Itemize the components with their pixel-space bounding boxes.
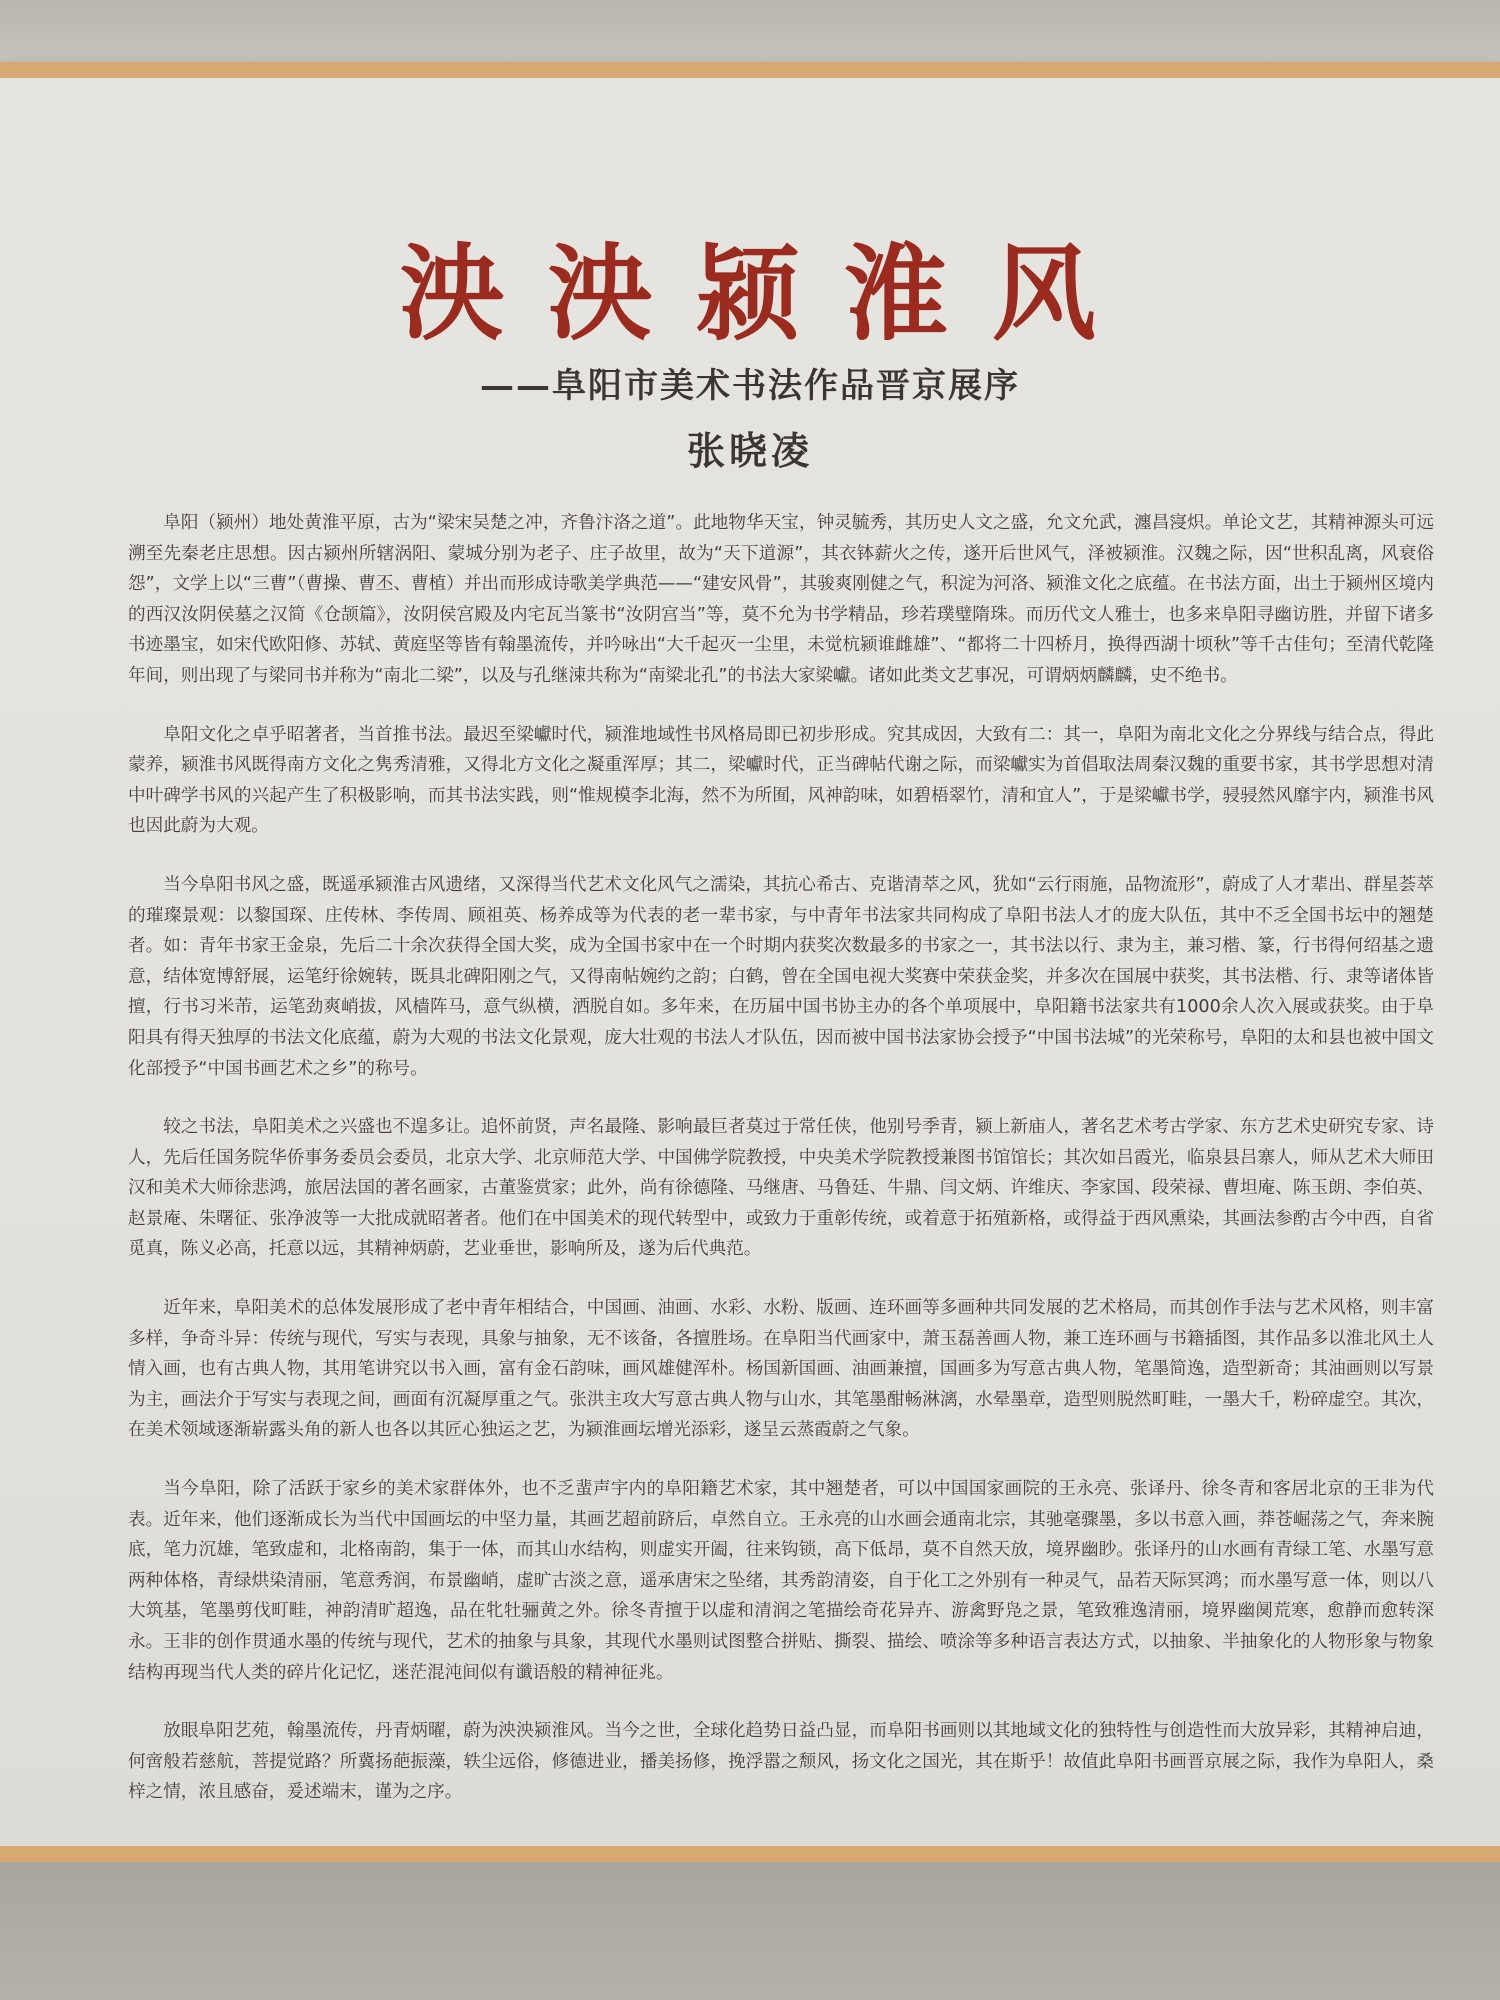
- paragraph-3: 当今阜阳书风之盛，既遥承颍淮古风遗绪，又深得当代艺术文化风气之濡染，其抗心希古、克谐清萃之风，犹如“云行雨施，品物流形”，蔚成了人才辈出、群星荟萃的璀璨景观：以黎国琛、庄传林、李传周、顾祖英、杨养成等为代表的老一辈书家，与中青年书法家共同构成了阜阳书法人才的庞大队伍，其中不乏全国书坛中的翘楚者。如：青年书家王金泉，先后二十余次获得全国大奖，成为全国书家中在一个时期内获奖次数最多的书家之一，其书法以行、隶为主，兼习楷、篆，行书得何绍基之遗意，结体宽博舒展，运笔纡徐婉转，既具北碑阳刚之气，又得南帖婉约之韵；白鹤，曾在全国电视大奖赛中荣获金奖，并多次在国展中获奖，其书法楷、行、隶等诸体皆擅，行书习米芾，运笔劲爽峭拔，风樯阵马，意气纵横，洒脱自如。多年来，在历届中国书协主办的各个单项展中，阜阳籍书法家共有1000余人次入展或获奖。由于阜阳具有得天独厚的书法文化底蕴，蔚为大观的书法文化景观，庞大壮观的书法人才队伍，因而被中国书法家协会授予“中国书法城”的光荣称号，阜阳的太和县也被中国文化部授予“中国书画艺术之乡”的称号。: [128, 874, 1434, 1079]
- paragraph-2: 阜阳文化之卓乎昭著者，当首推书法。最迟至梁巘时代，颍淮地域性书风格局即已初步形成。究其成因，大致有二：其一，阜阳为南北文化之分界线与结合点，得此蒙养，颍淮书风既得南方文化之隽秀清雅，又得北方文化之凝重浑厚；其二，梁巘时代，正当碑帖代谢之际，而梁巘实为首倡取法周秦汉魏的重要书家，其书学思想对清中叶碑学书风的兴起产生了积极影响，而其书法实践，则“惟规模李北海，然不为所囿，风神韵味，如碧梧翠竹，清和宜人”，于是梁巘书学，骎骎然风靡宇内，颍淮书风也因此蔚为大观。: [128, 724, 1434, 837]
- wall-top: [0, 0, 1500, 70]
- paragraph-6: 当今阜阳，除了活跃于家乡的美术家群体外，也不乏蜚声宇内的阜阳籍艺术家，其中翘楚者，可以中国国家画院的王永亮、张译丹、徐冬青和客居北京的王非为代表。近年来，他们逐渐成长为当代中国画坛的中坚力量，其画艺超前跻后，卓然自立。王永亮的山水画会通南北宗，其驰毫骤墨，多以书意入画，莽苍崛荡之气，奔来腕底，笔力沉雄，笔致虚和，北格南韵，集于一体，而其山水结构，则虚实开阖，往来钩锁，高下低昂，莫不自然天放，境界幽眇。张译丹的山水画有青绿工笔、水墨写意两种体格，青绿烘染清丽，笔意秀润，布景幽峭，虚旷古淡之意，遥承唐宋之坠绪，其秀韵清姿，自于化工之外别有一种灵气，品若天际冥鸿；而水墨写意一体，则以八大筑基，笔墨剪伐町畦，神韵清旷超逸，品在牝牡骊黄之外。徐冬青擅于以虚和清润之笔描绘奇花异卉、游禽野凫之景，笔致雅逸清丽，境界幽阒荒寒，愈静而愈转深永。王非的创作贯通水墨的传统与现代，艺术的抽象与具象，其现代水墨则试图整合拼贴、撕裂、描绘、喷涂等多种语言表达方式，以抽象、半抽象化的人物形象与物象结构再现当代人类的碎片化记忆，迷茫混沌间似有谶语般的精神征兆。: [128, 1479, 1434, 1683]
- subtitle: ——阜阳市美术书法作品晋京展序: [480, 366, 1020, 406]
- paragraph-7: 放眼阜阳艺苑，翰墨流传，丹青炳曜，蔚为泱泱颍淮风。当今之世，全球化趋势日益凸显，而阜阳书画则以其地域文化的独特性与创造性而大放异彩，其精神启迪，何啻般若慈航，菩提觉路？所冀扬葩振藻，轶尘远俗，修德进业，播美扬修，挽浮嚣之颓风，扬文化之国光，其在斯乎！故值此阜阳书画晋京展之际，我作为阜阳人，桑梓之情，浓且感奋，爰述端末，谨为之序。: [128, 1721, 1434, 1803]
- main-title: 泱泱颍淮风: [399, 232, 1140, 355]
- preface-body: [128, 508, 1434, 1836]
- paragraph-4: 较之书法，阜阳美术之兴盛也不遑多让。追怀前贤，声名最隆、影响最巨者莫过于常任侠，他别号季青，颍上新庙人，著名艺术考古学家、东方艺术史研究专家、诗人，先后任国务院华侨事务委员会委员，北京大学、北京师范大学、中国佛学院教授，中央美术学院教授兼图书馆馆长；其次如吕霞光，临泉县吕寨人，师从艺术大师田汉和美术大师徐悲鸿，旅居法国的著名画家，古董鉴赏家；此外，尚有徐德隆、马继唐、马鲁廷、牛鼎、闫文炳、许维庆、李家国、段荣禄、曹坦庵、陈玉朗、李伯英、赵景庵、朱曙征、张净波等一大批成就昭著者。他们在中国美术的现代转型中，或致力于重彰传统，或着意于拓殖新格，或得益于西风熏染，其画法参酌古今中西，自省觅真，陈义必高，托意以远，其精神炳蔚，艺业垂世，影响所及，遂为后代典范。: [128, 1117, 1434, 1260]
- wall-bottom: [0, 1862, 1500, 2000]
- paragraph-5: 近年来，阜阳美术的总体发展形成了老中青年相结合，中国画、油画、水彩、水粉、版画、连环画等多画种共同发展的艺术格局，而其创作手法与艺术风格，则丰富多样，争奇斗异：传统与现代，写实与表现，具象与抽象，无不该备，各擅胜场。在阜阳当代画家中，萧玉磊善画人物，兼工连环画与书籍插图，其作品多以淮北风土人情入画，也有古典人物，其用笔讲究以书入画，富有金石韵味，画风雄健浑朴。杨国新国画、油画兼擅，国画多为写意古典人物，笔墨简逸，造型新奇；其油画则以写景为主，画法介于写实与表现之间，画面有沉凝厚重之气。张洪主攻大写意古典人物与山水，其笔墨酣畅淋漓，水晕墨章，造型则脱然町畦，一墨大千，粉碎虚空。其次，在美术领域逐渐崭露头角的新人也各以其匠心独运之艺，为颍淮画坛增光添彩，遂呈云蒸霞蔚之气象。: [128, 1298, 1434, 1441]
- paragraph-1: 阜阳（颍州）地处黄淮平原，古为“梁宋吴楚之冲，齐鲁汴洛之道”。此地物华天宝，钟灵毓秀，其历史人文之盛，允文允武，瀍昌寖炽。单论文艺，其精神源头可远溯至先秦老庄思想。因古颍州所辖涡阳、蒙城分别为老子、庄子故里，故为“天下道源”，其衣钵薪火之传，遂开后世风气，泽被颍淮。汉魏之际，因“世积乱离，风衰俗怨”，文学上以“三曹”（曹操、曹丕、曹植）并出而形成诗歌美学典范——“建安风骨”，其骏爽刚健之气，积淀为河洛、颍淮文化之底蕴。在书法方面，出土于颍州区境内的西汉汝阴侯墓之汉简《仓颉篇》，汝阴侯宫殿及内宅瓦当篆书“汝阴宫当”等，莫不允为书学精品，珍若璞璧隋珠。而历代文人雅士，也多来阜阳寻幽访胜，并留下诸多书迹墨宝，如宋代欧阳修、苏轼、黄庭坚等皆有翰墨流传，并吟咏出“大千起灭一尘里，未觉杭颍谁雌雄”、“都将二十四桥月，换得西湖十顷秋”等千古佳句；至清代乾隆年间，则出现了与梁同书并称为“南北二梁”，以及与孔继涑共称为“南梁北孔”的书法大家梁巘。诸如此类文艺事况，可谓炳炳麟麟，史不绝书。: [128, 513, 1434, 686]
- author-name: 张晓凌: [686, 428, 813, 473]
